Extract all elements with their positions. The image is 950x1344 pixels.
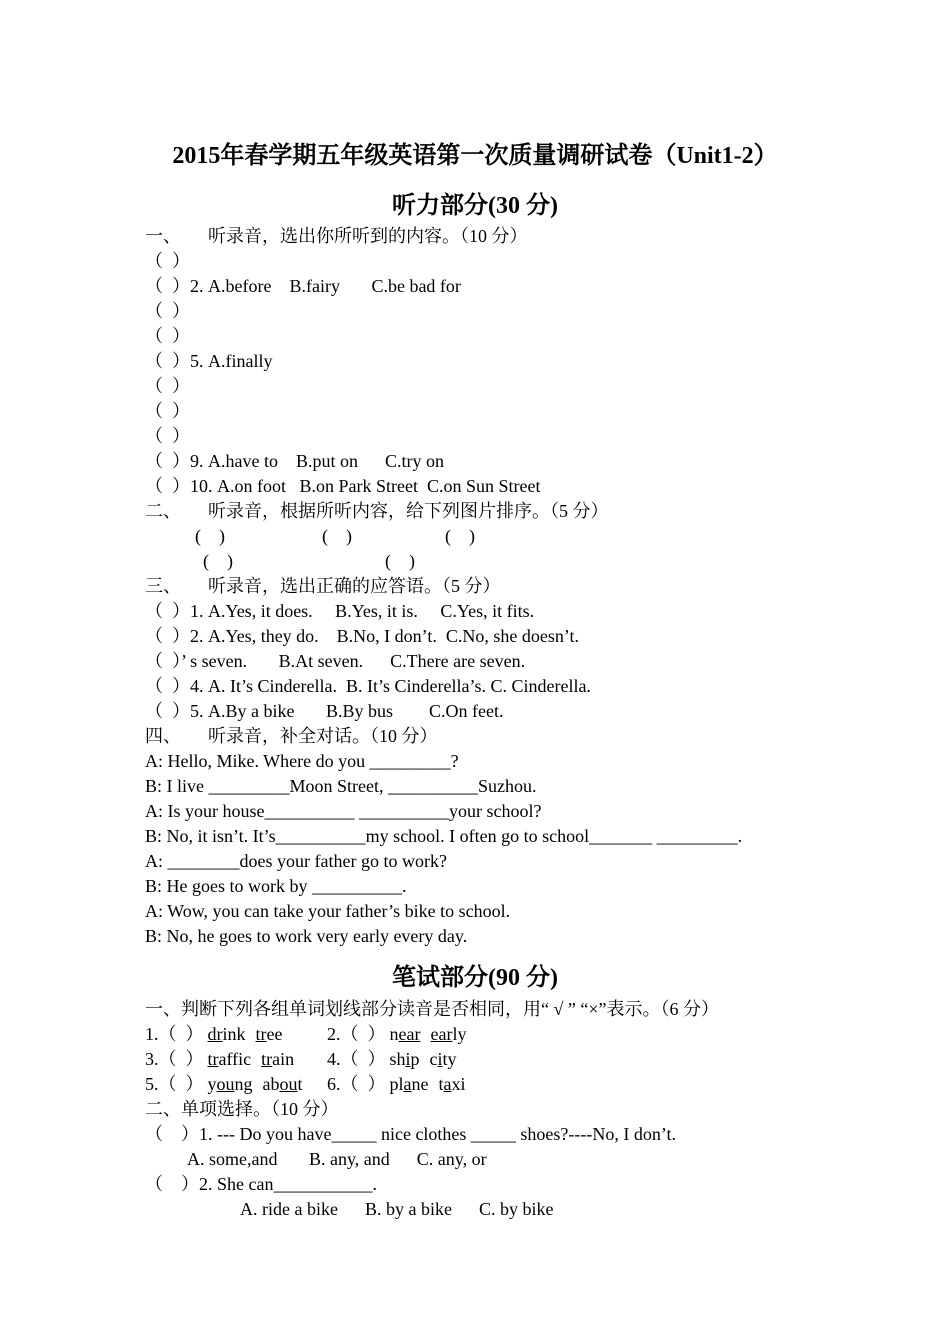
picture-order-blank: ( ) [385, 551, 415, 571]
phonics-word: young [207, 1074, 253, 1094]
listening-part1-item: （ ） [145, 301, 190, 321]
picture-order-blank: ( ) [322, 526, 352, 546]
listening-part1-item: （ ） [145, 401, 190, 421]
phonics-item-number: 3.（ ） [145, 1049, 204, 1069]
choice-options: A. some,and B. any, and C. any, or [187, 1149, 487, 1169]
underlined-part: tr [255, 1024, 267, 1044]
listening-part3-item: （ ）4. A. It’s Cinderella. B. It’s Cinderella’s. C. Cinderella. [145, 676, 591, 696]
phonics-item [327, 1023, 466, 1045]
phonics-word: plane [389, 1074, 429, 1094]
picture-order-blank: ( ) [445, 526, 475, 546]
phonics-word: about [262, 1074, 303, 1094]
listening-part1-item: （ ）9. A.have to B.put on C.try on [145, 451, 444, 471]
phonics-item-number: 1.（ ） [145, 1024, 204, 1044]
phonics-item [145, 1023, 283, 1045]
dialogue-line: A: Hello, Mike. Where do you _________? [145, 751, 459, 771]
phonics-item [327, 1073, 466, 1095]
phonics-word: traffic [207, 1049, 252, 1069]
underlined-part: ou [216, 1074, 235, 1094]
listening-part1-item: （ ） [145, 376, 190, 396]
phonics-word: early [430, 1024, 467, 1044]
phonics-item [145, 1073, 303, 1095]
choice-question: （ ）1. --- Do you have_____ nice clothes _____ shoes?----No, I don’t. [145, 1124, 677, 1144]
dialogue-line: B: No, he goes to work very early every day. [145, 926, 468, 946]
listening-part1-item: （ ）10. A.on foot B.on Park Street C.on Sun Street [145, 476, 541, 496]
dialogue-line: A: Wow, you can take your father’s bike to school. [145, 901, 511, 921]
phonics-item [145, 1048, 294, 1070]
picture-order-blank: ( ) [203, 551, 233, 571]
page-title: 2015年春学期五年级英语第一次质量调研试卷（Unit1-2） [172, 143, 778, 169]
underlined-part: tr [207, 1049, 219, 1069]
listening-part4-heading: 四、 听录音，补全对话。（10 分） [145, 726, 438, 746]
phonics-word: ship [389, 1049, 420, 1069]
picture-order-blank: ( ) [195, 526, 225, 546]
listening-part1-item: （ ） [145, 426, 190, 446]
phonics-item [327, 1048, 457, 1070]
dialogue-line: A: ________does your father go to work? [145, 851, 447, 871]
written-part1-heading: 一、判断下列各组单词划线部分读音是否相同，用“ √ ” “×”表示。（6 分） [145, 999, 719, 1019]
phonics-item-number: 4.（ ） [327, 1049, 386, 1069]
underlined-part: dr [207, 1024, 223, 1044]
phonics-item-number: 5.（ ） [145, 1074, 204, 1094]
listening-heading: 听力部分(30 分) [392, 193, 558, 219]
underlined-part: a [443, 1074, 452, 1094]
listening-part1-item: （ ） [145, 326, 190, 346]
underlined-part: i [437, 1049, 443, 1069]
dialogue-line: B: He goes to work by __________. [145, 876, 407, 896]
choice-options: A. ride a bike B. by a bike C. by bike [240, 1199, 554, 1219]
underlined-part: i [405, 1049, 411, 1069]
listening-part3-heading: 三、 听录音，选出正确的应答语。（5 分） [145, 576, 501, 596]
phonics-item-number: 2.（ ） [327, 1024, 386, 1044]
listening-part1-item: （ ）2. A.before B.fairy C.be bad for [145, 276, 461, 296]
choice-question: （ ）2. She can___________. [145, 1174, 377, 1194]
dialogue-line: B: No, it isn’t. It’s__________my school. I often go to school_______ _________. [145, 826, 743, 846]
underlined-part: ear [398, 1024, 421, 1044]
underlined-part: a [403, 1074, 412, 1094]
underlined-part: ou [279, 1074, 298, 1094]
phonics-word: city [429, 1049, 457, 1069]
listening-part1-heading: 一、 听录音，选出你所听到的内容。（10 分） [145, 226, 528, 246]
phonics-word: train [261, 1049, 295, 1069]
underlined-part: tr [261, 1049, 273, 1069]
dialogue-line: A: Is your house__________ __________your school? [145, 801, 542, 821]
listening-part2-heading: 二、 听录音，根据所听内容，给下列图片排序。（5 分） [145, 501, 609, 521]
written-heading: 笔试部分(90 分) [392, 965, 558, 991]
dialogue-line: B: I live _________Moon Street, __________Suzhou. [145, 776, 537, 796]
phonics-word: drink [207, 1024, 246, 1044]
phonics-word: tree [255, 1024, 283, 1044]
listening-part3-item: （ ）2. A.Yes, they do. B.No, I don’t. C.No, she doesn’t. [145, 626, 580, 646]
phonics-word: near [389, 1024, 421, 1044]
phonics-item-number: 6.（ ） [327, 1074, 386, 1094]
listening-part1-item: （ ）5. A.finally [145, 351, 273, 371]
listening-part3-item: （ ）5. A.By a bike B.By bus C.On feet. [145, 701, 504, 721]
underlined-part: ear [430, 1024, 453, 1044]
listening-part3-item: （ ）1. A.Yes, it does. B.Yes, it is. C.Yes, it fits. [145, 601, 535, 621]
listening-part1-item: （ ） [145, 251, 190, 271]
listening-part3-item: （ ）’ s seven. B.At seven. C.There are seven. [145, 651, 526, 671]
phonics-word: taxi [438, 1074, 466, 1094]
written-part2-heading: 二、单项选择。（10 分） [145, 1099, 339, 1119]
